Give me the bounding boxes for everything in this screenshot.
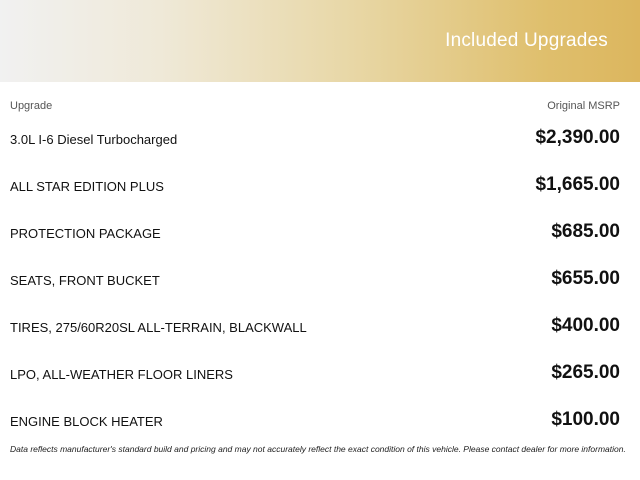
upgrade-list (0, 116, 640, 445)
upgrade-price: $100.00 (551, 409, 620, 430)
upgrade-name: LPO, ALL-WEATHER FLOOR LINERS (10, 367, 233, 382)
upgrade-price: $2,390.00 (535, 127, 620, 148)
upgrade-price: $655.00 (551, 268, 620, 289)
upgrade-price: $400.00 (551, 315, 620, 336)
upgrade-row (0, 398, 640, 445)
upgrade-name: SEATS, FRONT BUCKET (10, 273, 160, 288)
upgrade-row (0, 257, 640, 304)
upgrade-name: 3.0L I-6 Diesel Turbocharged (10, 132, 178, 147)
upgrade-row (0, 163, 640, 210)
upgrade-row (0, 116, 640, 163)
upgrade-row (0, 304, 640, 351)
column-header-msrp: Original MSRP (547, 100, 620, 112)
column-header-upgrade: Upgrade (10, 100, 53, 112)
header-banner (0, 0, 640, 82)
upgrade-row (0, 351, 640, 398)
upgrade-name: ALL STAR EDITION PLUS (10, 179, 164, 194)
page-title: Included Upgrades (445, 30, 608, 51)
upgrade-price: $685.00 (551, 221, 620, 242)
upgrade-price: $1,665.00 (535, 174, 620, 195)
upgrade-name: PROTECTION PACKAGE (10, 226, 161, 241)
disclaimer-text: Data reflects manufacturer's standard build and pricing and may not accurately reflect the exact condition of this vehicle. Please contact dealer for more information. (10, 444, 626, 454)
upgrade-row (0, 210, 640, 257)
upgrade-name: TIRES, 275/60R20SL ALL-TERRAIN, BLACKWALL (10, 320, 307, 335)
upgrade-name: ENGINE BLOCK HEATER (10, 414, 163, 429)
upgrade-price: $265.00 (551, 362, 620, 383)
